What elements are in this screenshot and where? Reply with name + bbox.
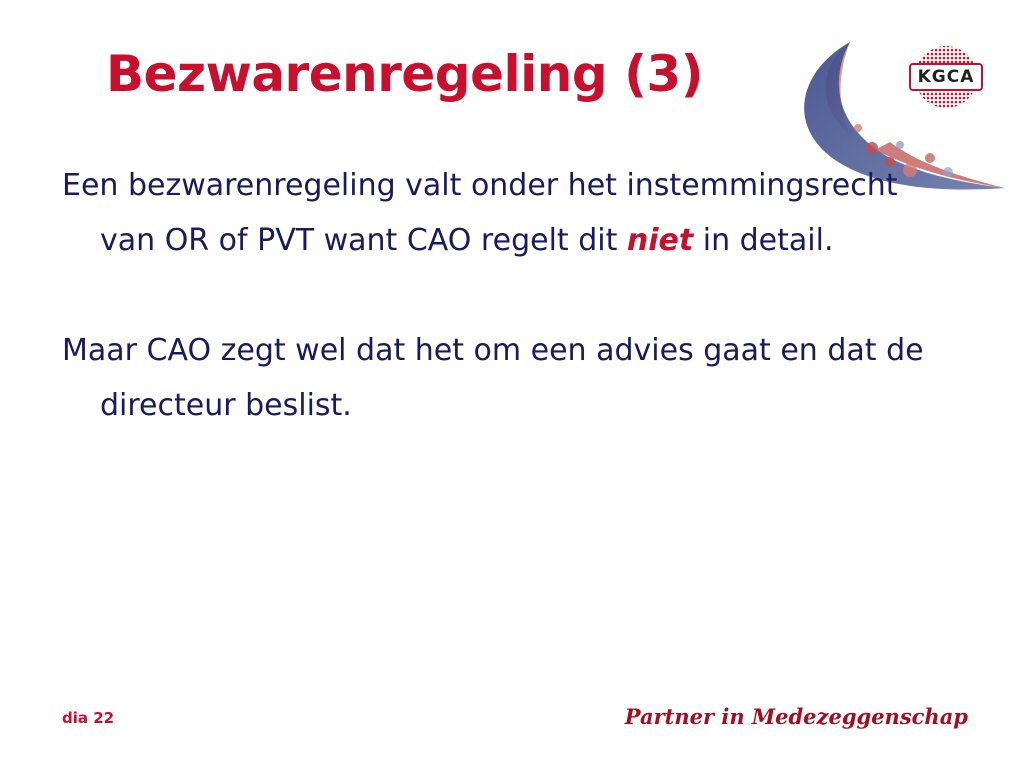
paragraph-1-text-after: in detail. — [693, 223, 834, 258]
footer-tagline: Partner in Medezeggenschap — [624, 704, 968, 729]
logo-text: KGCA — [917, 67, 975, 87]
slide-title: Bezwarenregeling (3) — [106, 45, 704, 103]
paragraph-2: Maar CAO zegt wel dat het om een advies gaat en dat de directeur beslist. — [62, 333, 924, 423]
paragraph-1-text-before: Een bezwarenregeling valt onder het instemmingsrecht van OR of PVT want CAO regelt dit — [62, 168, 898, 258]
slide-body — [62, 158, 962, 433]
paragraph-1-emphasis: niet — [626, 223, 694, 258]
kgca-logo — [906, 44, 986, 110]
paragraph-1 — [62, 158, 962, 268]
slide-number: dia 22 — [62, 709, 115, 727]
